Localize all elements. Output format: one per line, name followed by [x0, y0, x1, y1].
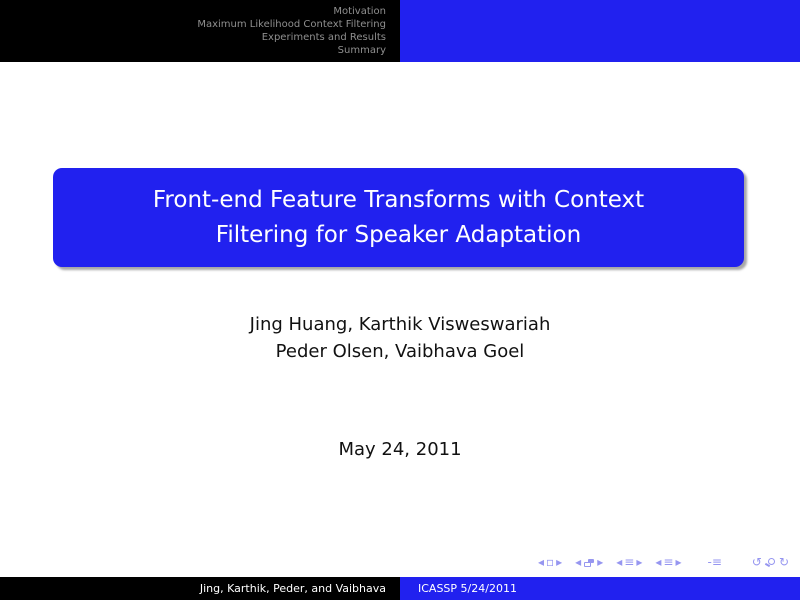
header-bar [0, 0, 800, 62]
next-subsection-icon[interactable]: ▸ [675, 555, 682, 569]
frame-icon[interactable] [584, 559, 594, 567]
search-icon[interactable] [765, 557, 776, 568]
footer-venue: ICASSP 5/24/2011 [400, 577, 800, 600]
frame-nav-group [574, 555, 604, 570]
authors-line1: Jing Huang, Karthik Visweswariah [249, 314, 551, 335]
slide-nav-group [537, 555, 563, 570]
title-box [53, 168, 744, 267]
header-section-experiments-results[interactable]: Experiments and Results [261, 32, 386, 43]
section-icon[interactable]: ≡ [624, 555, 635, 569]
header-section-ml-context-filtering[interactable]: Maximum Likelihood Context Filtering [197, 19, 386, 30]
next-frame-icon[interactable]: ▸ [597, 555, 604, 569]
back-icon[interactable]: ↺ [751, 555, 762, 569]
prev-subsection-icon[interactable]: ◂ [655, 555, 662, 569]
slide-title-line1: Front-end Feature Transforms with Context [152, 186, 645, 213]
header-accent-block [400, 0, 800, 62]
header-outline [0, 0, 400, 62]
appendix-nav-group [706, 555, 722, 570]
next-section-icon[interactable]: ▸ [636, 555, 643, 569]
slide-title-line2: Filtering for Speaker Adaptation [215, 221, 582, 248]
section-nav-group [615, 555, 643, 570]
appendix-icon[interactable]: -≡ [707, 555, 722, 569]
prev-section-icon[interactable]: ◂ [616, 555, 623, 569]
footer-bar [0, 577, 800, 600]
slide-date: May 24, 2011 [338, 439, 462, 460]
slide-icon[interactable]: ▫ [546, 555, 555, 569]
authors-block [0, 311, 800, 365]
header-section-motivation[interactable]: Motivation [333, 6, 386, 17]
subsection-icon[interactable]: ≡ [663, 555, 674, 569]
forward-icon[interactable]: ↻ [778, 555, 789, 569]
next-slide-icon[interactable]: ▸ [556, 555, 563, 569]
subsection-nav-group [654, 555, 682, 570]
header-section-summary[interactable]: Summary [337, 45, 386, 56]
prev-frame-icon[interactable]: ◂ [575, 555, 582, 569]
history-nav-group [751, 555, 790, 570]
footer-authors: Jing, Karthik, Peder, and Vaibhava [0, 577, 400, 600]
authors-line2: Peder Olsen, Vaibhava Goel [275, 341, 525, 362]
prev-slide-icon[interactable]: ◂ [537, 555, 544, 569]
navigation-symbols [537, 555, 790, 570]
